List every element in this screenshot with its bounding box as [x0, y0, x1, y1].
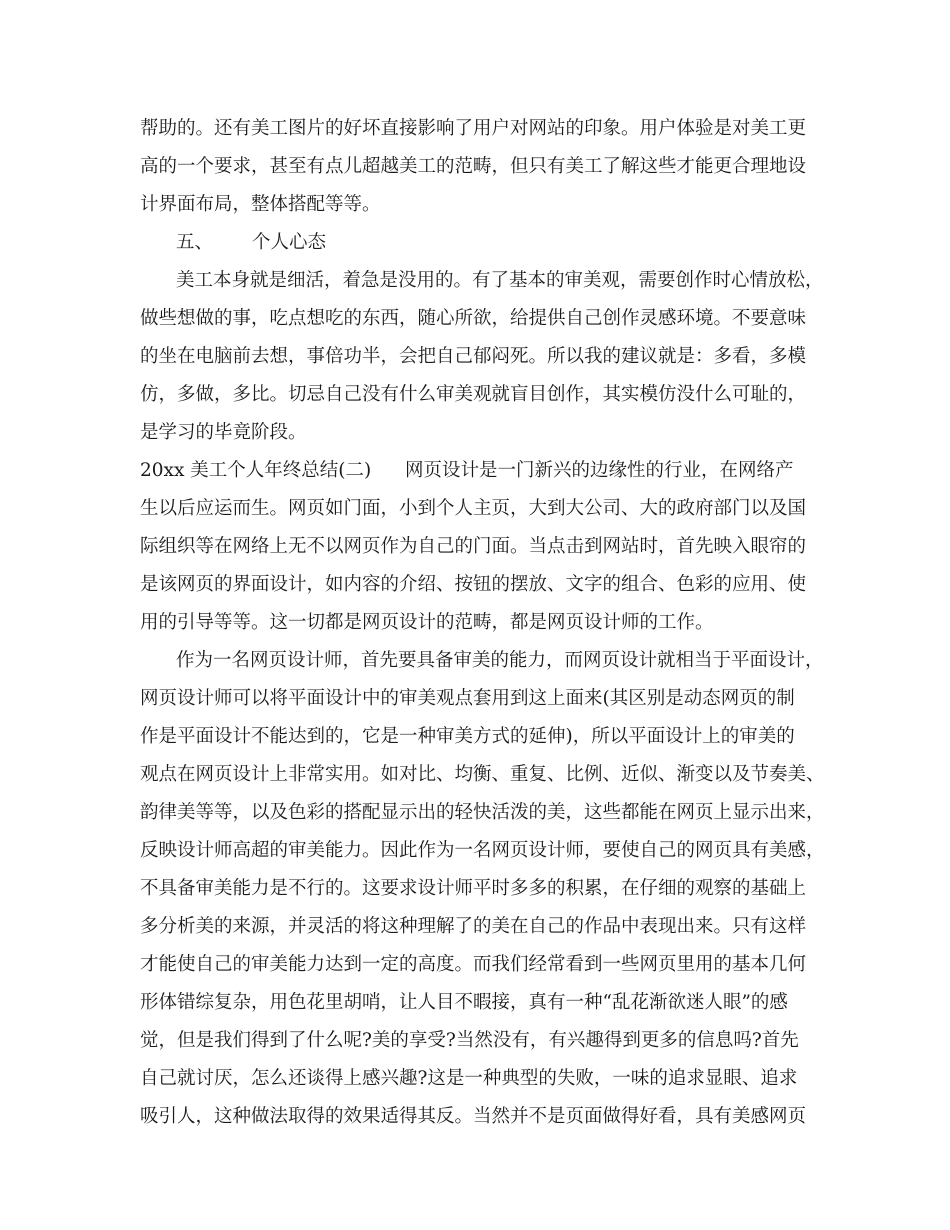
paragraph-line: 网页设计是一门新兴的边缘性的行业，在网络产 — [405, 460, 794, 481]
paragraph-line: 作为一名网页设计师，首先要具备审美的能力，而网页设计就相当于平面设计， — [176, 650, 824, 671]
paragraph-line: 是该网页的界面设计，如内容的介绍、按钮的摆放、文字的组合、色彩的应用、使 — [140, 574, 807, 595]
paragraph-line: 觉，但是我们得到了什么呢?美的享受?当然没有，有兴趣得到更多的信息吗?首先 — [140, 1030, 799, 1051]
paragraph-line: 是学习的毕竟阶段。 — [140, 422, 307, 443]
paragraph-line: 用的引导等等。这一切都是网页设计的范畴，都是网页设计师的工作。 — [140, 612, 714, 633]
paragraph-line: 才能使自己的审美能力达到一定的高度。而我们经常看到一些网页里用的基本几何 — [140, 954, 807, 975]
paragraph-line: 作是平面设计不能达到的，它是一种审美方式的延伸)，所以平面设计上的审美的 — [140, 726, 795, 747]
document-title: 20xx 美工个人年终总结(二) — [140, 460, 372, 481]
paragraph-line: 计界面布局，整体搭配等等。 — [140, 194, 381, 215]
paragraph-line: 的坐在电脑前去想，事倍功半，会把自己郁闷死。所以我的建议就是：多看，多模 — [140, 346, 807, 367]
section-title: 个人心态 — [252, 232, 327, 253]
paragraph-line: 观点在网页设计上非常实用。如对比、均衡、重复、比例、近似、渐变以及节奏美、 — [140, 764, 825, 785]
paragraph-line: 际组织等在网络上无不以网页作为自己的门面。当点击到网站时，首先映入眼帘的 — [140, 536, 807, 557]
paragraph-line: 生以后应运而生。网页如门面，小到个人主页，大到大公司、大的政府部门以及国 — [140, 498, 807, 519]
paragraph-line: 自己就讨厌，怎么还谈得上感兴趣?这是一种典型的失败，一味的追求显眼、追求 — [140, 1068, 798, 1089]
paragraph-line: 反映设计师高超的审美能力。因此作为一名网页设计师，要使自己的网页具有美感， — [140, 840, 825, 861]
paragraph-line: 美工本身就是细活，着急是没用的。有了基本的审美观，需要创作时心情放松， — [176, 270, 824, 291]
section-number: 五、 — [176, 232, 214, 253]
paragraph-line: 形体错综复杂，用色花里胡哨，让人目不暇接，真有一种“乱花渐欲迷人眼”的感 — [140, 992, 788, 1013]
paragraph-line: 做些想做的事，吃点想吃的东西，随心所欲，给提供自己创作灵感环境。不要意味 — [140, 308, 807, 329]
paragraph-line: 帮助的。还有美工图片的好坏直接影响了用户对网站的印象。用户体验是对美工更 — [140, 118, 807, 139]
paragraph-line: 网页设计师可以将平面设计中的审美观点套用到这上面来(其区别是动态网页的制 — [140, 688, 795, 709]
paragraph-line: 多分析美的来源，并灵活的将这种理解了的美在自己的作品中表现出来。只有这样 — [140, 916, 807, 937]
paragraph-line: 仿，多做，多比。切忌自己没有什么审美观就盲目创作，其实模仿没什么可耻的， — [140, 384, 807, 405]
paragraph-line: 不具备审美能力是不行的。这要求设计师平时多多的积累，在仔细的观察的基础上 — [140, 878, 807, 899]
paragraph-line: 高的一个要求，甚至有点儿超越美工的范畴，但只有美工了解这些才能更合理地设 — [140, 156, 807, 177]
paragraph-line: 吸引人，这种做法取得的效果适得其反。当然并不是页面做得好看，具有美感网页 — [140, 1106, 807, 1127]
paragraph-line: 韵律美等等，以及色彩的搭配显示出的轻快活泼的美，这些都能在网页上显示出来， — [140, 802, 825, 823]
